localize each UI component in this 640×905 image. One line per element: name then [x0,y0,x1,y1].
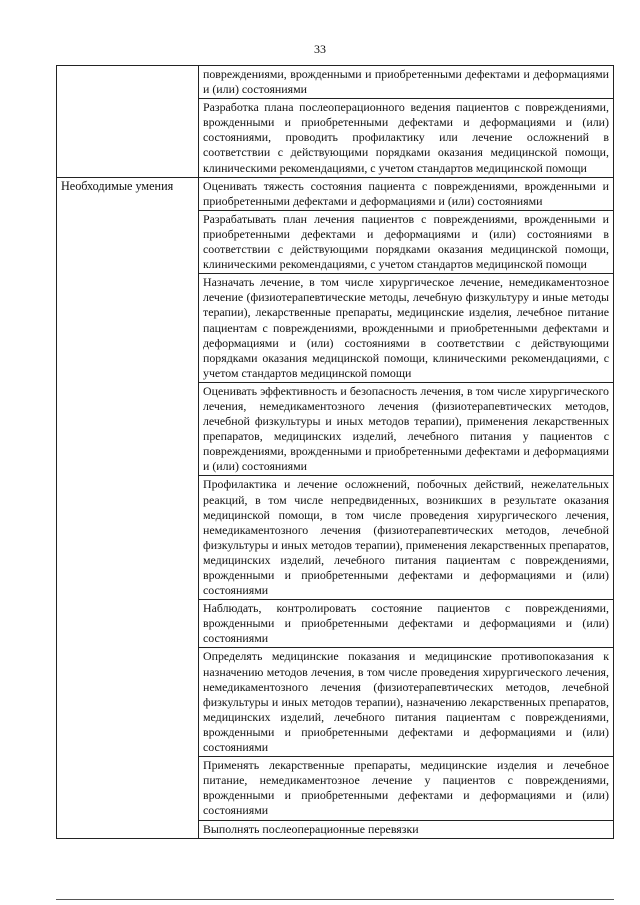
empty-label-cell [57,66,199,177]
page-number: 33 [314,42,326,56]
table-cell: повреждениями, врожденными и приобретенными дефектами и деформациями и (или) состояниями [199,66,613,99]
skills-label: Необходимые умения [57,178,199,838]
table-cell: Оценивать эффективность и безопасность лечения, в том числе хирургического лечения, немедикаментозного лечения (физиотерапевтических методов, лечебной физкультуры и иных методов терапии), применения лекарственных препаратов, медицинских изделий, лечебного питания у пациентов с повреждениями, врожденными и приобретенными дефектами и деформациями и (или) состояниями [199,383,613,477]
table-row-skills [57,177,613,839]
table-cell: Выполнять послеоперационные перевязки [203,821,419,836]
continuation-cells [199,66,613,177]
table-cell: Наблюдать, контролировать состояние пациентов с повреждениями, врожденными и приобретенными дефектами и деформациями и (или) состояниями [199,600,613,648]
table-cell: Профилактика и лечение осложнений, побочных действий, нежелательных реакций, в том числе непредвиденных, возникших в результате оказания медицинской помощи, в том числе проведения хирургического лечения, немедикаментозного лечения (физиотерапевтических методов, лечебной физкультуры и иных методов терапии), применения лекарственных препаратов, медицинских изделий, лечебного питания пациентам с повреждениями, врожденными и приобретенными дефектами и деформациями и (или) состояниями [199,476,613,600]
table-cell: Определять медицинские показания и медицинские противопоказания к назначению методов лечения, в том числе проведения хирургического лечения, немедикаментозного лечения (физиотерапевтических методов, лечебной физкультуры и иных методов терапии), назначению лекарственных препаратов, медицинских изделий, лечебного питания пациентам с повреждениями, врожденными и приобретенными дефектами и деформациями и (или) состояниями [199,648,613,757]
page-bottom-divider [56,899,614,900]
table-cell: Разрабатывать план лечения пациентов с повреждениями, врожденными и приобретенными дефектами и деформациями и (или) состояниями в соответствии с действующими порядками оказания медицинской помощи, клиническими рекомендациями, с учетом стандартов медицинской помощи [199,211,613,274]
table-cell: Назначать лечение, в том числе хирургическое лечение, немедикаментозное лечение (физиотерапевтические методы, лечебную физкультуру и иные методы терапии), лекарственные препараты, медицинские изделия, лечебное питание пациентам с повреждениями, врожденными и приобретенными дефектами и деформациями и (или) состояниями в соответствии с действующими порядками оказания медицинской помощи, клиническими рекомендациями, с учетом стандартов медицинской помощи [199,274,613,383]
competency-table [56,65,614,839]
table-row-continuation [57,65,613,177]
skills-cells [199,178,613,838]
table-cell: Применять лекарственные препараты, медицинские изделия и лечебное питание, немедикаментозное лечение у пациентов с повреждениями, врожденными и приобретенными дефектами и деформациями и (или) состояниями [199,757,613,820]
table-cell: Оценивать тяжесть состояния пациента с повреждениями, врожденными и приобретенными дефектами и деформациями и (или) состояниями [199,178,613,211]
table-cell: Разработка плана послеоперационного ведения пациентов с повреждениями, врожденными и приобретенными дефектами и деформациями и (или) состояниями, проводить профилактику или лечение осложнений в соответствии с действующими порядками оказания медицинской помощи, клиническими рекомендациями, с учетом стандартов медицинской помощи [203,100,609,175]
